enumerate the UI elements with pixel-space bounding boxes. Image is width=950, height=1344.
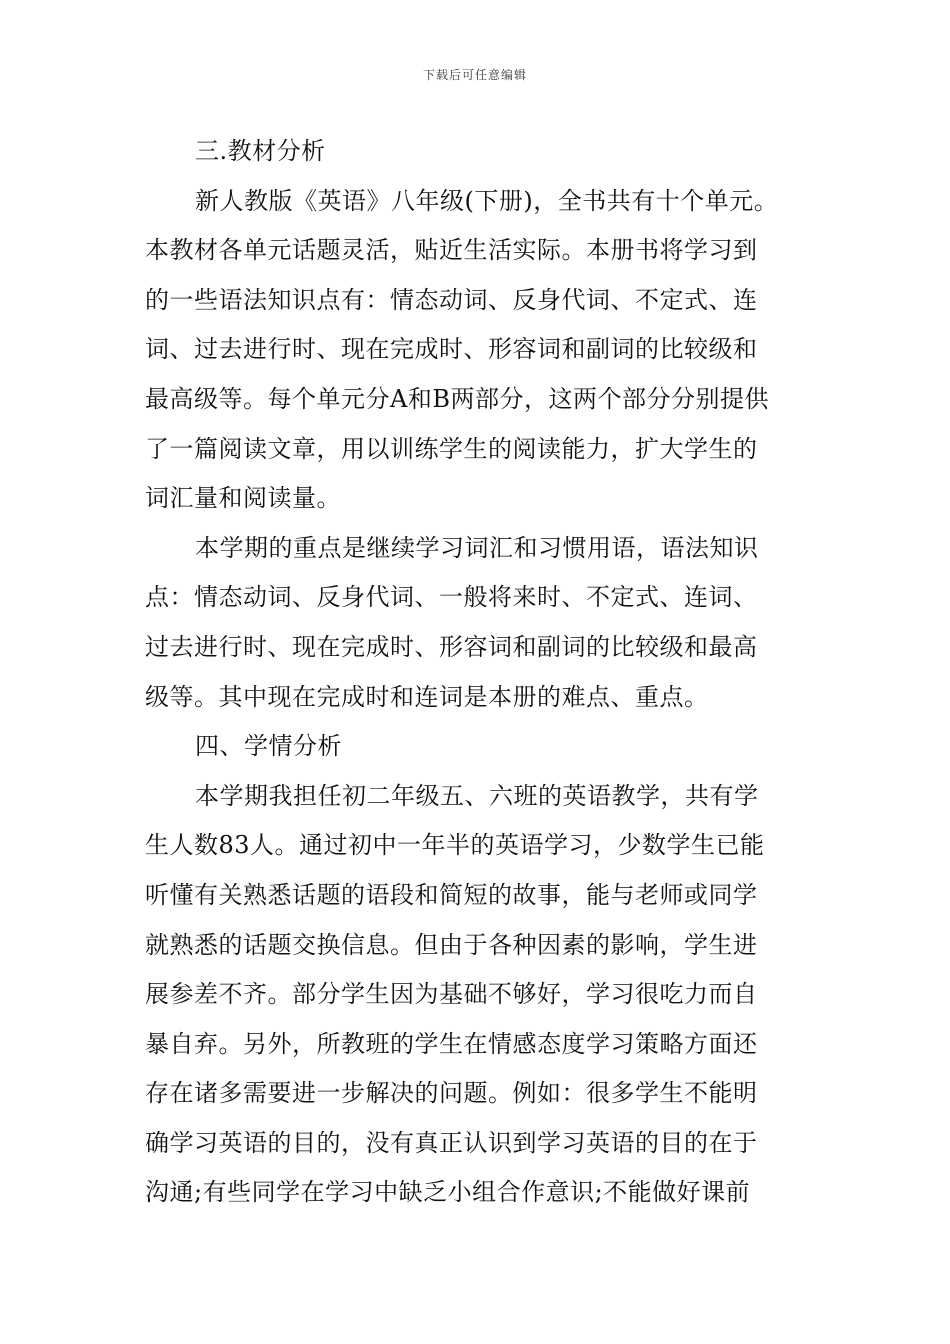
paragraph-line: 的一些语法知识点有：情态动词、反身代词、不定式、连 xyxy=(145,285,758,314)
paragraph-line: 点：情态动词、反身代词、一般将来时、不定式、连词、 xyxy=(145,583,758,612)
paragraph-line: 暴自弃。另外，所教班的学生在情感态度学习策略方面还 xyxy=(145,1029,758,1058)
paragraph-line: 确学习英语的目的，没有真正认识到学习英语的目的在于 xyxy=(145,1128,758,1157)
paragraph-line: 听懂有关熟悉话题的语段和简短的故事，能与老师或同学 xyxy=(145,880,758,909)
paragraph-line: 本学期我担任初二年级五、六班的英语教学，共有学 xyxy=(195,781,759,810)
section-heading-student-analysis: 四、学情分析 xyxy=(195,732,342,761)
paragraph-line: 沟通;有些同学在学习中缺乏小组合作意识;不能做好课前 xyxy=(145,1178,751,1207)
paragraph-line: 级等。其中现在完成时和连词是本册的难点、重点。 xyxy=(145,682,709,711)
header-note: 下载后可任意编辑 xyxy=(422,68,527,82)
paragraph-line: 新人教版《英语》八年级(下册)，全书共有十个单元。 xyxy=(195,186,779,215)
paragraph-line: 词汇量和阅读量。 xyxy=(145,484,341,513)
paragraph-line: 词、过去进行时、现在完成时、形容词和副词的比较级和 xyxy=(145,335,758,364)
document-body xyxy=(145,127,810,1218)
paragraph-line: 本教材各单元话题灵活，贴近生活实际。本册书将学习到 xyxy=(145,236,758,265)
paragraph-line: 过去进行时、现在完成时、形容词和副词的比较级和最高 xyxy=(145,632,758,661)
paragraph-line: 本学期的重点是继续学习词汇和习惯用语，语法知识 xyxy=(195,533,759,562)
paragraph-line: 生人数83人。通过初中一年半的英语学习，少数学生已能 xyxy=(145,831,765,860)
paragraph-line: 展参差不齐。部分学生因为基础不够好，学习很吃力而自 xyxy=(145,980,758,1009)
paragraph-line: 就熟悉的话题交换信息。但由于各种因素的影响，学生进 xyxy=(145,930,758,959)
paragraph-line: 最高级等。每个单元分A和B两部分，这两个部分分别提供 xyxy=(145,384,769,413)
paragraph-line: 了一篇阅读文章，用以训练学生的阅读能力，扩大学生的 xyxy=(145,434,758,463)
section-heading-textbook-analysis: 三.教材分析 xyxy=(195,137,326,165)
paragraph-line: 存在诸多需要进一步解决的问题。例如：很多学生不能明 xyxy=(145,1079,758,1108)
